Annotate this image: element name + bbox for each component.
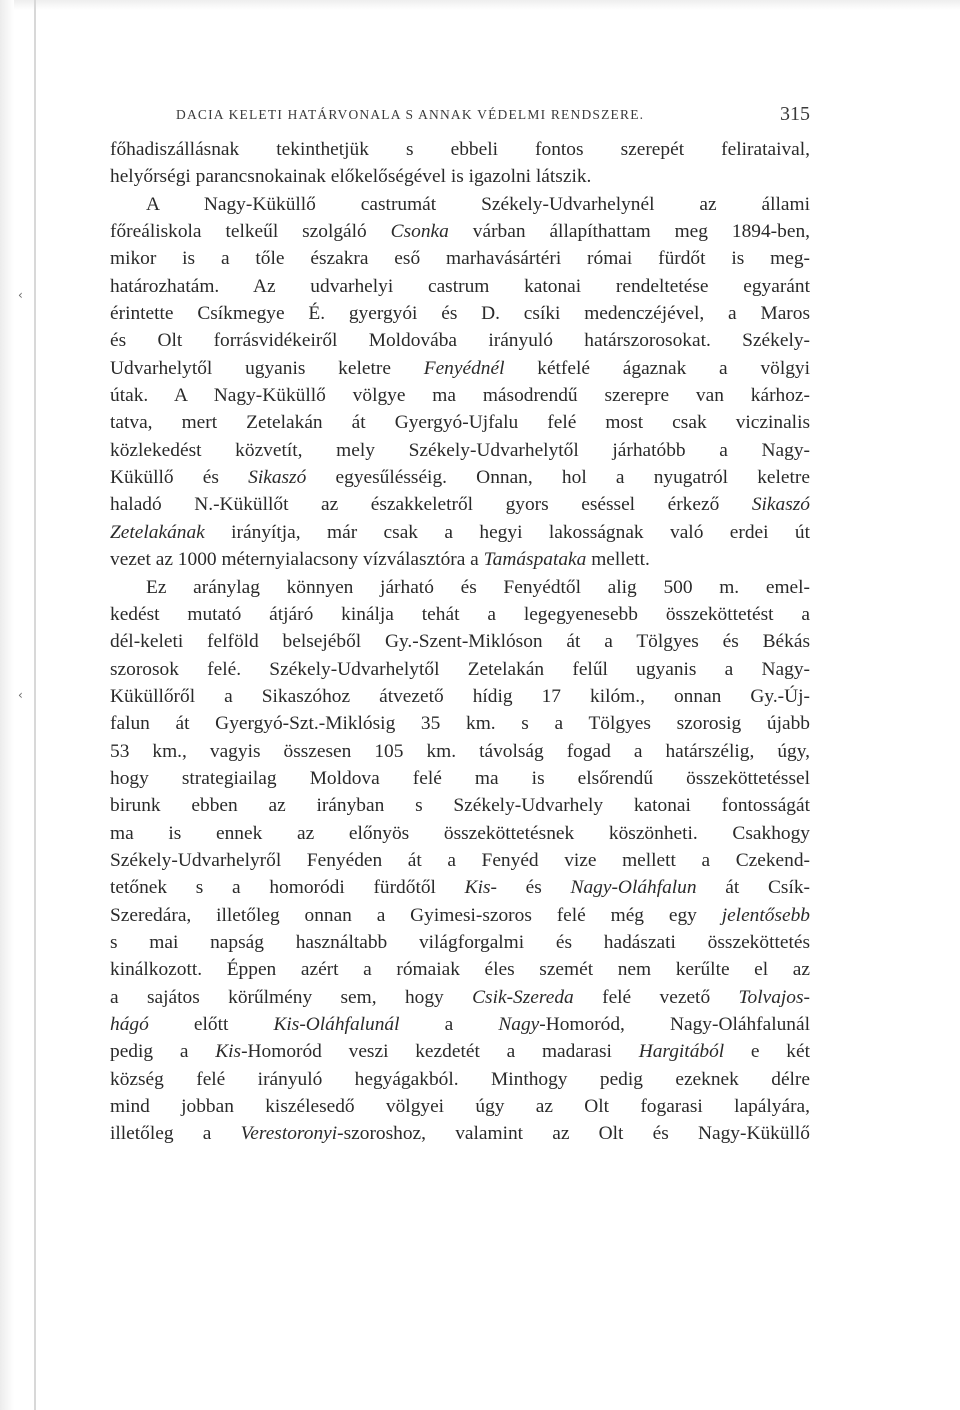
text-line <box>110 136 810 163</box>
text-line <box>110 300 810 327</box>
text-segment: várban állapíthattam meg 1894-ben, <box>448 221 810 243</box>
text-line <box>110 574 810 601</box>
text-line <box>110 546 810 573</box>
text-segment: -Homoród, Nagy-Oláhfalunál <box>539 1014 810 1035</box>
text-segment: szorosok felé. Székely-Udvarhelytől Zetelakán felűl ugyanis a Nagy- <box>110 658 810 680</box>
text-line <box>110 245 810 272</box>
text-segment: Ez aránylag könnyen járható és Fenyédtől alig 500 m. emel- <box>146 576 810 598</box>
text-segment: mind jobban kiszélesedő völgyei úgy az Olt fogarasi lapályára, <box>110 1096 810 1118</box>
text-segment: -szoroshoz, valamint az Olt és Nagy-Küküllő <box>337 1123 810 1145</box>
text-line <box>110 1038 810 1065</box>
text-line <box>110 820 810 847</box>
margin-mark: ‹ <box>18 688 23 702</box>
text-segment: át Csík- <box>696 877 811 899</box>
text-segment: érintette Csíkmegye É. gyergyói és D. csíki medenczéjével, a Maros <box>110 303 810 325</box>
text-segment: közlekedést közvetít, mely Székely-Udvarhelytől járhatóbb a Nagy- <box>110 439 810 461</box>
text-line <box>110 792 810 819</box>
text-segment: haladó N.-Küküllőt az északkeletről gyors eséssel érkező <box>110 494 752 516</box>
text-line <box>110 163 810 190</box>
italic-text: Nagy-Oláhfalun <box>570 877 697 899</box>
text-segment: vezet az 1000 méternyialacsony vízválasztóra a <box>110 549 484 571</box>
text-segment: a sajátos körűlmény sem, hogy <box>110 986 473 1008</box>
text-line <box>110 710 810 737</box>
text-segment: e két <box>724 1041 810 1063</box>
italic-text: Fenyédnél <box>423 357 505 379</box>
text-segment: hogy strategiailag Moldova felé ma is elsőrendű összeköttetéssel <box>110 767 810 789</box>
text-line <box>110 1093 810 1120</box>
text-segment: főhadiszállásnak tekinthetjük s ebbeli fontos szerepét felirataival, <box>110 139 810 160</box>
text-segment: határozhatám. Az udvarhelyi castrum katonai rendeltetése egyaránt <box>110 275 810 297</box>
italic-text: Sikaszó <box>751 494 810 516</box>
text-segment: felé vezető <box>573 986 739 1008</box>
text-segment: kinálkozott. Éppen azért a rómaiak éles szemét nem kerűlte el az <box>110 959 810 981</box>
text-line <box>110 382 810 409</box>
body-text <box>110 136 810 1148</box>
text-segment: irányítja, már csak a hegyi lakosságnak való erdei út <box>204 521 810 543</box>
text-line <box>110 437 810 464</box>
text-segment: -Homoród veszi kezdetét a madarasi <box>241 1041 639 1063</box>
scan-spine-line <box>34 0 36 1410</box>
italic-text: Sikaszó <box>248 467 307 489</box>
text-segment: főreáliskola telkeűl szolgáló <box>110 221 391 243</box>
italic-text: Tolvajos- <box>738 986 810 1008</box>
text-line <box>110 956 810 983</box>
text-segment: ma is ennek az előnyös összeköttetésnek köszönheti. Csakhogy <box>110 822 810 844</box>
text-segment: mellett. <box>586 549 650 571</box>
italic-text: Kis- <box>464 877 497 899</box>
text-segment: Székely-Udvarhelyről Fenyéden át a Fenyéd vize mellett a Czekend- <box>110 849 810 871</box>
text-segment: útak. A Nagy-Küküllő völgye ma másodrendű szerepre van kárhoz- <box>110 385 810 407</box>
text-line <box>110 1120 810 1147</box>
text-line <box>110 847 810 874</box>
text-line <box>110 327 810 354</box>
text-line <box>110 464 810 491</box>
text-segment: Küküllő és <box>110 467 249 489</box>
text-segment: Udvarhelytől ugyanis keletre <box>110 357 424 379</box>
text-segment: és <box>496 877 571 899</box>
text-segment: illetőleg a <box>110 1123 241 1145</box>
text-line <box>110 519 810 546</box>
text-segment: és Olt forrásvidékeiről Moldovába irányuló határszorosokat. Székely- <box>110 330 810 352</box>
scan-edge-top <box>0 0 960 10</box>
text-segment: s mai napság használtabb világforgalmi és hadászati összeköttetés <box>110 931 810 953</box>
text-segment: dél-keleti felföld belsejéből Gy.-Szent-Miklóson át a Tölgyes és Békás <box>110 631 810 653</box>
italic-text: Verestoronyi <box>240 1123 338 1145</box>
italic-text: Zetelakának <box>110 521 205 543</box>
text-line <box>110 1011 810 1038</box>
page-number: 315 <box>780 103 810 125</box>
text-segment: Küküllőről a Sikaszóhoz átvezető hídig 17 kilóm., onnan Gy.-Új- <box>110 685 810 707</box>
text-line <box>110 874 810 901</box>
text-line <box>110 355 810 382</box>
text-line <box>110 628 810 655</box>
running-head <box>176 103 810 131</box>
text-line <box>110 273 810 300</box>
text-segment: község felé irányuló hegyágakból. Minthogy pedig ezeknek délre <box>110 1068 810 1090</box>
text-line <box>110 491 810 518</box>
text-segment: pedig a <box>110 1041 216 1063</box>
text-segment: birunk ebben az irányban s Székely-Udvarhely katonai fontosságát <box>110 795 810 817</box>
italic-text: jelentősebb <box>721 904 810 926</box>
text-line <box>110 409 810 436</box>
text-line <box>110 191 810 218</box>
text-line <box>110 656 810 683</box>
text-line <box>110 601 810 628</box>
margin-mark: ‹ <box>18 288 23 302</box>
text-line <box>110 1066 810 1093</box>
text-segment: mikor is a tőle északra eső marhavásártéri római fürdőt is meg- <box>110 248 810 270</box>
text-segment: kedést mutató átjáró kinálja tehát a legegyenesebb összeköttetést a <box>110 603 810 625</box>
text-line <box>110 738 810 765</box>
text-segment: egyesűlésséig. Onnan, hol a nyugatról keletre <box>306 467 810 489</box>
italic-text: Nagy <box>498 1014 540 1035</box>
italic-text: Hargitából <box>638 1041 725 1063</box>
scan-edge-left <box>0 0 14 1410</box>
italic-text: Kis-Oláhfalunál <box>273 1014 400 1035</box>
text-segment: a <box>399 1014 499 1035</box>
text-segment: előtt <box>148 1014 274 1035</box>
italic-text: Csik-Szereda <box>472 986 574 1008</box>
italic-text: Kis <box>215 1041 242 1063</box>
text-segment: falun át Gyergyó-Szt.-Miklósig 35 km. s a Tölgyes szorosig újabb <box>110 713 810 735</box>
italic-text: Tamáspataka <box>483 549 587 571</box>
text-segment: 53 km., vagyis összesen 105 km. távolság fogad a határszélig, úgy, <box>110 740 810 762</box>
text-segment: kétfelé ágaznak a völgyi <box>504 357 810 379</box>
text-line <box>110 765 810 792</box>
text-line <box>110 929 810 956</box>
text-segment: A Nagy-Küküllő castrumát Székely-Udvarhelynél az állami <box>146 193 810 215</box>
text-line <box>110 984 810 1011</box>
text-segment: tatva, mert Zetelakán át Gyergyó-Ujfalu felé most csak viczinalis <box>110 412 810 434</box>
text-segment: helyőrségi parancsnokainak előkelőségével is igazolni látszik. <box>110 166 592 188</box>
text-segment: Szeredára, illetőleg onnan a Gyimesi-szoros felé még egy <box>110 904 722 926</box>
running-head-title: DACIA KELETI HATÁRVONALA S ANNAK VÉDELMI RENDSZERE. <box>176 107 645 122</box>
text-line <box>110 902 810 929</box>
italic-text: Csonka <box>390 221 449 243</box>
text-segment: tetőnek s a homoródi fürdőtől <box>110 877 465 899</box>
text-line <box>110 218 810 245</box>
text-line <box>110 683 810 710</box>
italic-text: hágó <box>110 1014 149 1035</box>
